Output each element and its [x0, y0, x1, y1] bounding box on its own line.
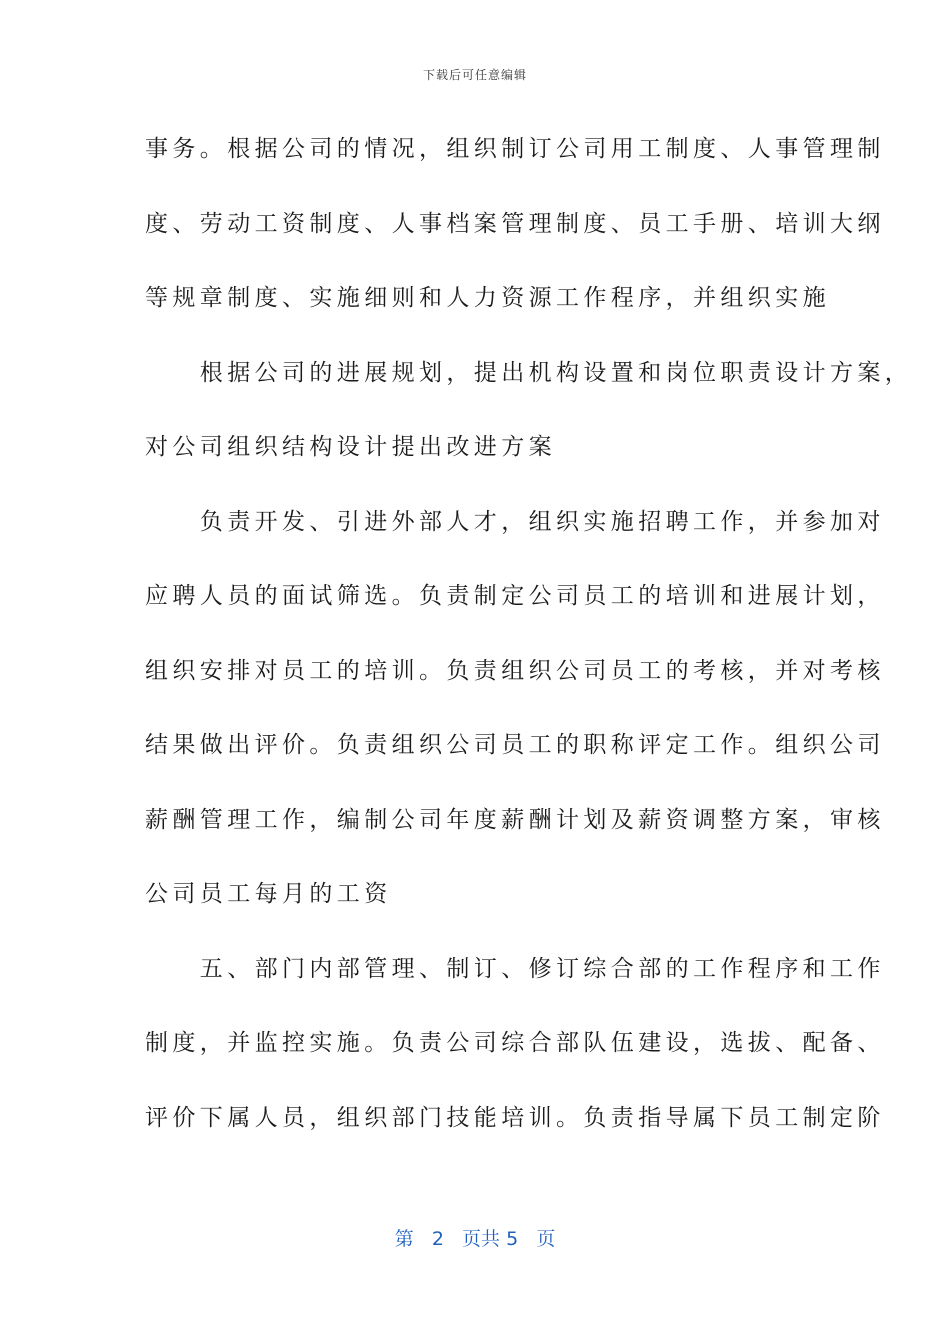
page-prefix: 第 [394, 1228, 414, 1250]
text-line: 等规章制度、实施细则和人力资源工作程序，并组织实施 [145, 285, 830, 311]
text-line: 负责开发、引进外部人才，组织实施招聘工作，并参加对 [145, 508, 885, 535]
paragraph-2 [145, 336, 913, 485]
paragraph-4 [145, 932, 885, 1156]
page-suffix: 页 [536, 1228, 556, 1250]
page-total: 5 [506, 1228, 519, 1250]
document-body [145, 112, 913, 1155]
text-line: 公司员工每月的工资 [145, 881, 392, 907]
page-number-footer [0, 1224, 950, 1251]
text-line: 组织安排对员工的培训。负责组织公司员工的考核，并对考核 [145, 657, 885, 684]
paragraph-3 [145, 485, 885, 932]
text-line: 薪酬管理工作，编制公司年度薪酬计划及薪资调整方案，审核 [145, 806, 885, 833]
text-line: 五、部门内部管理、制订、修订综合部的工作程序和工作 [145, 955, 885, 982]
text-line: 度、劳动工资制度、人事档案管理制度、员工手册、培训大纲 [145, 210, 885, 237]
page-current: 2 [431, 1228, 444, 1250]
text-line: 评价下属人员，组织部门技能培训。负责指导属下员工制定阶 [145, 1104, 885, 1131]
header-note: 下载后可任意编辑 [422, 68, 527, 82]
text-line: 结果做出评价。负责组织公司员工的职称评定工作。组织公司 [145, 732, 885, 758]
text-line: 制度，并监控实施。负责公司综合部队伍建设，选拔、配备、 [145, 1030, 885, 1056]
text-line: 应聘人员的面试筛选。负责制定公司员工的培训和进展计划， [145, 583, 885, 609]
text-line: 事务。根据公司的情况，组织制订公司用工制度、人事管理制 [145, 136, 885, 162]
paragraph-1 [145, 112, 885, 336]
page-mid: 页共 [462, 1228, 501, 1250]
text-line: 对公司组织结构设计提出改进方案 [145, 434, 556, 460]
text-line: 根据公司的进展规划，提出机构设置和岗位职责设计方案， [145, 359, 913, 386]
